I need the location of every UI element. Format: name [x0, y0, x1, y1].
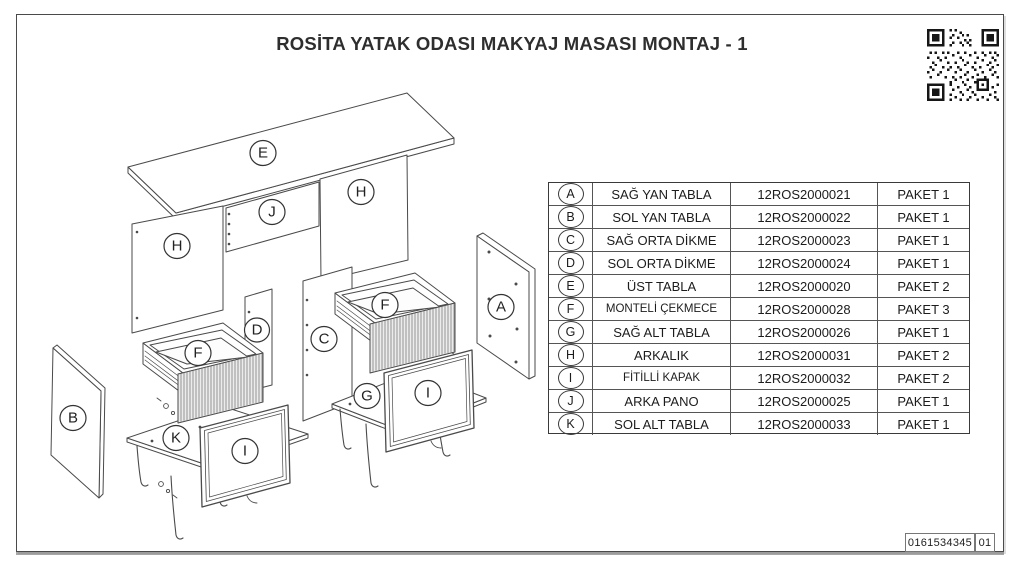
table-row — [549, 183, 969, 206]
part-label-j — [259, 200, 285, 225]
table-row — [549, 252, 969, 275]
part-code: 12ROS2000032 — [731, 367, 878, 390]
part-name: FİTİLLİ KAPAK — [593, 367, 731, 390]
part-label-e — [250, 141, 276, 166]
part-name: SAĞ ALT TABLA — [593, 321, 731, 344]
part-code: 12ROS2000020 — [731, 275, 878, 298]
svg-text:H: H — [171, 237, 183, 255]
svg-text:J: J — [268, 203, 276, 221]
part-letter-badge: K — [558, 413, 584, 435]
part-label-f-left — [185, 341, 211, 366]
svg-text:K: K — [170, 429, 182, 447]
svg-text:A: A — [495, 298, 507, 316]
svg-text:B: B — [67, 409, 79, 427]
table-row — [549, 321, 969, 344]
svg-text:F: F — [380, 296, 390, 314]
parts-table — [548, 182, 970, 434]
part-name: SAĞ ORTA DİKME — [593, 229, 731, 252]
part-name: ARKA PANO — [593, 390, 731, 413]
part-code: 12ROS2000021 — [731, 183, 878, 206]
svg-text:F: F — [193, 344, 203, 362]
part-label-a — [488, 295, 514, 320]
part-label-d — [245, 318, 270, 342]
part-name: SOL ALT TABLA — [593, 413, 731, 435]
part-package: PAKET 1 — [878, 252, 969, 275]
part-name: ÜST TABLA — [593, 275, 731, 298]
part-label-i-left — [232, 439, 258, 464]
table-row — [549, 275, 969, 298]
part-letter-badge: I — [558, 367, 584, 389]
part-name: SOL YAN TABLA — [593, 206, 731, 229]
part-name: SOL ORTA DİKME — [593, 252, 731, 275]
part-letter-badge: F — [558, 298, 584, 320]
part-name: SAĞ YAN TABLA — [593, 183, 731, 206]
svg-text:C: C — [318, 330, 330, 348]
part-code: 12ROS2000022 — [731, 206, 878, 229]
part-label-i-right — [415, 381, 441, 406]
part-label-k — [163, 426, 189, 451]
part-letter-badge: C — [558, 229, 584, 251]
part-package: PAKET 1 — [897, 416, 950, 432]
part-code: 12ROS2000023 — [731, 229, 878, 252]
part-label-b — [60, 406, 86, 431]
table-row — [549, 206, 969, 229]
part-package: PAKET 2 — [878, 275, 969, 298]
part-name: MONTELİ ÇEKMECE — [593, 298, 731, 321]
svg-text:D: D — [251, 321, 263, 339]
part-label-h-right — [348, 180, 374, 205]
page-title: ROSİTA YATAK ODASI MAKYAJ MASASI MONTAJ - 1 — [276, 33, 748, 54]
part-letter-badge: A — [558, 183, 584, 205]
table-row — [549, 390, 969, 413]
qr-code-icon — [926, 29, 1000, 101]
part-letter-badge: H — [558, 344, 584, 366]
part-package: PAKET 2 — [878, 367, 969, 390]
part-package: PAKET 1 — [878, 229, 969, 252]
part-package: PAKET 1 — [878, 321, 969, 344]
part-letter-badge: D — [558, 252, 584, 274]
doc-number: 0161534345 — [905, 533, 975, 552]
svg-text:G: G — [361, 387, 373, 405]
part-code: 12ROS2000031 — [731, 344, 878, 367]
part-package: PAKET 1 — [878, 183, 969, 206]
table-row — [549, 298, 969, 321]
part-letter-badge: E — [558, 275, 584, 297]
part-name: ARKALIK — [593, 344, 731, 367]
svg-text:I: I — [242, 442, 248, 460]
table-row — [549, 413, 969, 435]
part-letter-badge: J — [558, 390, 584, 412]
part-label-c — [311, 327, 337, 352]
part-package: PAKET 2 — [878, 344, 969, 367]
table-row — [549, 229, 969, 252]
part-code: 12ROS2000026 — [731, 321, 878, 344]
part-code: 12ROS2000028 — [731, 298, 878, 321]
part-code: 12ROS2000025 — [731, 390, 878, 413]
table-row — [549, 344, 969, 367]
part-code: 12ROS2000024 — [731, 252, 878, 275]
svg-text:I: I — [425, 384, 431, 402]
part-package: PAKET 3 — [878, 298, 969, 321]
part-package: PAKET 1 — [878, 390, 969, 413]
part-label-h-left — [164, 234, 190, 259]
part-label-g — [354, 384, 380, 409]
part-package: PAKET 1 — [878, 206, 969, 229]
part-label-f-right — [372, 293, 398, 318]
revision-number: 01 — [975, 533, 995, 552]
table-row — [549, 367, 969, 390]
part-letter-badge: G — [558, 321, 584, 343]
part-code: 12ROS2000033 — [731, 413, 878, 435]
svg-text:E: E — [257, 144, 269, 162]
part-letter-badge: B — [558, 206, 584, 228]
svg-text:H: H — [355, 183, 367, 201]
back-panel-h-left — [132, 206, 223, 333]
